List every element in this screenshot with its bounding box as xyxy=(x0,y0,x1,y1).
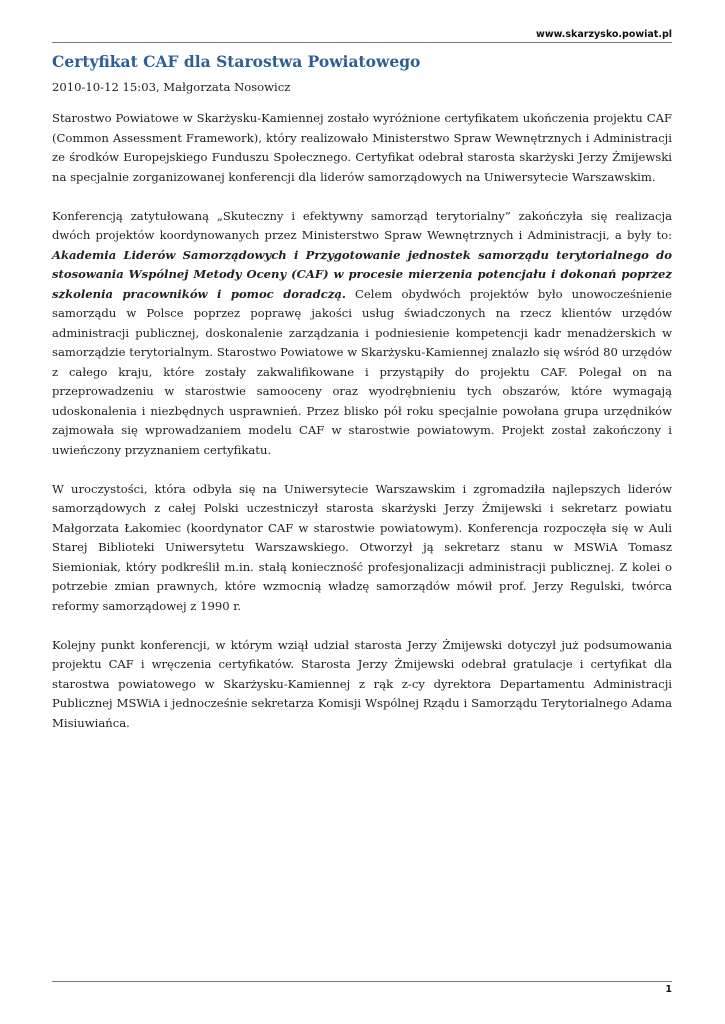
footer-divider xyxy=(52,981,672,982)
paragraph-3: W uroczystości, która odbyła się na Uniwersytecie Warszawskim i zgromadziła najlepszych liderów samorządowych z całej Polski uczestniczył starosta skarżyski Jerzy Żmijewski i sekretarz powiatu Małgorzata Łakomiec (koordynator CAF w starostwie powiatowym). Konferencja rozpoczęła się w Auli Starej Biblioteki Uniwersytetu Warszawskiego. Otworzył ją sekretarz stanu w MSWiA Tomasz Siemioniak, który podkreślił m.in. stałą konieczność profesjonalizacji administracji publicznej. Z kolei o potrzebie zmian prawnych, które wzmocnią władzę samorządów mówił prof. Jerzy Regulski, twórca reformy samorządowej z 1990 r. xyxy=(52,481,672,613)
paragraph-2 xyxy=(52,207,672,461)
article-body xyxy=(52,109,672,753)
paragraph-1: Starostwo Powiatowe w Skarżysku-Kamiennej zostało wyróżnione certyfikatem ukończenia projektu CAF (Common Assessment Framework), który realizowało Ministerstwo Spraw Wewnętrznych i Administracji ze środków Europejskiego Funduszu Społecznego. Certyfikat odebrał starosta skarżyski Jerzy Żmijewski na specjalnie zorganizowanej konferencji dla liderów samorządowych na Uniwersytecie Warszawskim. xyxy=(52,111,672,184)
article-title: Certyfikat CAF dla Starostwa Powiatowego xyxy=(52,52,421,71)
header-site-url: www.skarzysko.powiat.pl xyxy=(536,29,672,40)
paragraph-2-rest: Celem obydwóch projektów było unowocześnienie samorządu w Polsce poprzez poprawę jakości usług świadczonych na rzecz klientów urzędów administracji publicznej, doskonalenie zarządzania i podniesienie kompetencji kadr menadżerskich w samorządzie terytorialnym. Starostwo Powiatowe w Skarżysku-Kamiennej znalazło się wśród 80 urzędów z całego kraju, które zostały zakwalifikowane i przystąpiły do projektu CAF. Polegał on na przeprowadzeniu w starostwie samooceny oraz wyodrębnieniu tych obszarów, które wymagają udoskonalenia i niezbędnych usprawnień. Przez blisko pół roku specjalnie powołana grupa urzędników zajmowała się wprowadzaniem modelu CAF w starostwie powiatowym. Projekt został zakończony i uwieńczony przyznaniem certyfikatu. xyxy=(52,286,672,457)
paragraph-4: Kolejny punkt konferencji, w którym wziął udział starosta Jerzy Żmijewski dotyczył już podsumowania projektu CAF i wręczenia certyfikatów. Starosta Jerzy Żmijewski odebrał gratulacje i certyfikat dla starostwa powiatowego w Skarżysku-Kamiennej z rąk z-cy dyrektora Departamentu Administracji Publicznej MSWiA i jednocześnie sekretarza Komisji Wspólnej Rządu i Samorządu Terytorialnego Adama Misiuwiańca. xyxy=(52,637,672,730)
paragraph-2-intro: Konferencją zatytułowaną „Skuteczny i efektywny samorząd terytorialny” zakończyła się realizacja dwóch projektów koordynowanych przez Ministerstwo Spraw Wewnętrznych i Administracji, a były to: xyxy=(52,208,672,242)
article-meta: 2010-10-12 15:03, Małgorzata Nosowicz xyxy=(52,80,291,94)
page-number: 1 xyxy=(665,984,672,995)
paragraph-2-project-names: Akademia Liderów Samorządowych i Przygotowanie jednostek samorządu terytorialnego do stosowania Wspólnej Metody Oceny (CAF) w procesie mierzenia potencjału i dokonań poprzez szkolenia pracowników i pomoc doradczą. xyxy=(52,247,672,301)
header-divider xyxy=(52,42,672,43)
